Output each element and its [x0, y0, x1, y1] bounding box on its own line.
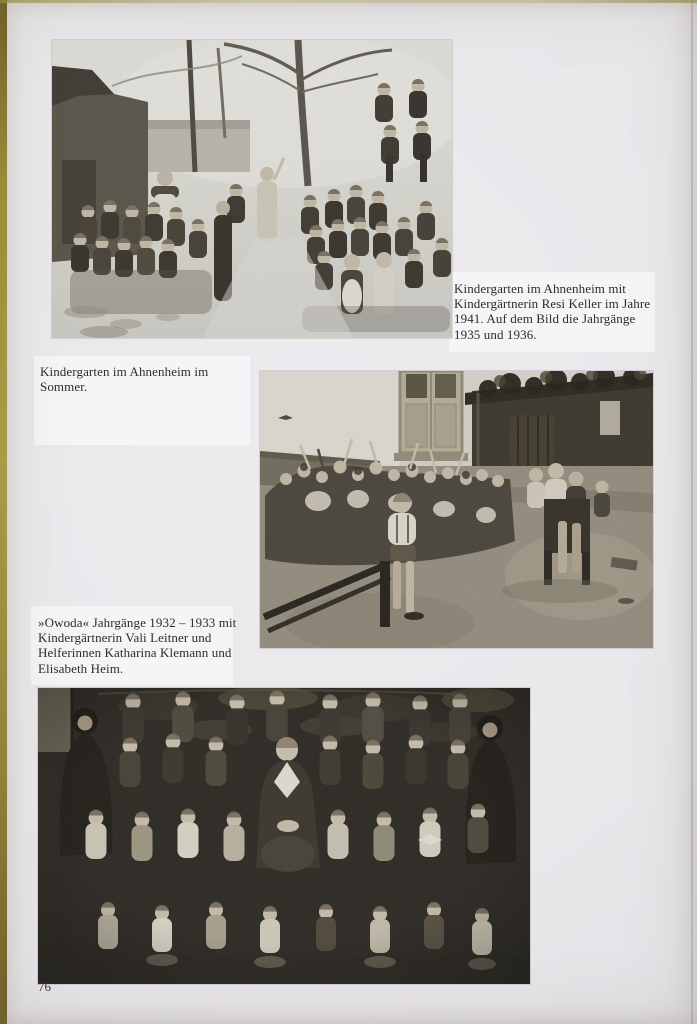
- photo-summer-courtyard-benches: [260, 371, 653, 648]
- page-right-fold: [691, 0, 693, 1024]
- caption-line: Kindergarten im Ahnenheim im: [40, 364, 209, 379]
- caption-line: »Owoda« Jahrgänge 1932 – 1933 mit: [38, 615, 237, 630]
- caption-line: Kindergärtnerin Resi Keller im Jahre: [454, 296, 651, 312]
- caption-photo3: [38, 615, 236, 676]
- caption-line: Sommer.: [40, 379, 88, 395]
- caption-line: 1935 und 1936.: [454, 326, 537, 342]
- caption-photo1: [454, 281, 650, 342]
- book-binding-edge: [0, 0, 7, 1024]
- photo-winter-kindergarten-group: [52, 40, 452, 338]
- caption-line: Kindergarten im Ahnenheim mit: [454, 281, 626, 296]
- caption-photo2: [40, 364, 208, 394]
- caption-line: Kindergärtnerin Vali Leitner und: [38, 630, 212, 646]
- caption-line: 1941. Auf dem Bild die Jahrgänge: [454, 311, 636, 327]
- caption-line: Elisabeth Heim.: [38, 660, 124, 676]
- page-top-edge: [0, 0, 697, 3]
- photo-group-portrait: [38, 688, 530, 984]
- page-number: 76: [38, 979, 51, 994]
- caption-line: Helferinnen Katharina Klemann und: [38, 645, 232, 661]
